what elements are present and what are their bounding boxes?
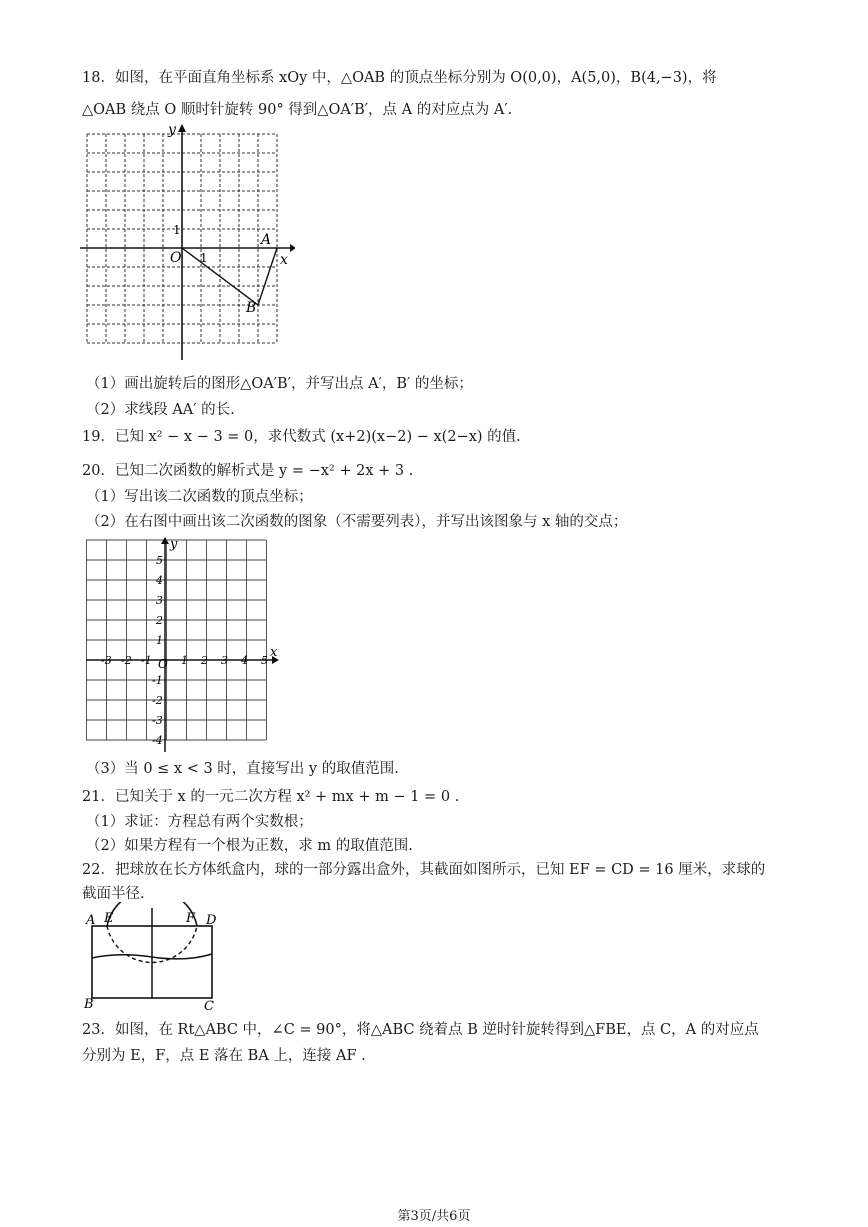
- q22-label-c: C: [204, 999, 214, 1014]
- q18-origin-label: O: [170, 250, 182, 266]
- q20-x-tick-labels: [101, 654, 268, 667]
- q20-x-tick-label: 4: [241, 654, 248, 667]
- q20-x-tick-label: -3: [101, 654, 112, 667]
- q22-line1: 22．把球放在长方体纸盒内，球的一部分露出盒外，其截面如图所示，已知 EF = CD = 16 厘米，求球的: [82, 862, 766, 878]
- q20-y-label: y: [170, 537, 178, 552]
- q20-y-tick-label: 2: [156, 614, 163, 627]
- q20-x-tick-label: 2: [201, 654, 208, 667]
- q22-box-sphere-diagram: [78, 902, 228, 1014]
- q18-line1: 18．如图，在平面直角坐标系 xOy 中，△OAB 的顶点坐标分别为 O(0,0)，A(5,0)，B(4,−3)，将: [82, 70, 717, 86]
- q22-figure: [78, 902, 228, 1014]
- q20-y-tick-label: -3: [152, 714, 163, 727]
- q22-label-e: E: [104, 911, 114, 926]
- q18-unit-x-label: 1: [200, 251, 208, 265]
- q18-unit-y-label: 1: [173, 223, 181, 237]
- q20-origin-label: O: [158, 657, 168, 671]
- q18-x-label: x: [280, 252, 288, 268]
- q20-coordinate-grid: [86, 536, 282, 756]
- q20-y-tick-label: 3: [156, 594, 163, 607]
- q18-triangle-oab: [182, 248, 277, 305]
- q20-x-tick-label: 5: [261, 654, 268, 667]
- q21-text: 21．已知关于 x 的一元二次方程 x² + mx + m − 1 = 0 .: [82, 789, 460, 805]
- q20-x-label: x: [270, 645, 278, 660]
- q20-figure: [86, 536, 282, 756]
- q20-y-tick-label: 1: [156, 634, 163, 647]
- q22-label-b: B: [84, 997, 94, 1012]
- q20-part1: （1）写出该二次函数的顶点坐标；: [86, 489, 313, 505]
- q20-y-tick-labels: [152, 554, 163, 747]
- q18-part2: （2）求线段 AA′ 的长.: [86, 402, 235, 418]
- q20-x-tick-label: -2: [121, 654, 132, 667]
- q18-point-b-label: B: [246, 300, 257, 316]
- q20-x-tick-label: 1: [181, 654, 188, 667]
- q23-line2: 分别为 E，F，点 E 落在 BA 上，连接 AF .: [82, 1048, 366, 1064]
- q18-coordinate-grid: [80, 120, 295, 360]
- q21-part1: （1）求证：方程总有两个实数根；: [86, 814, 313, 830]
- q18-line2: △OAB 绕点 O 顺时针旋转 90° 得到△OA′B′，点 A 的对应点为 A′.: [82, 102, 513, 118]
- q18-y-label: y: [168, 122, 176, 138]
- q20-part2: （2）在右图中画出该二次函数的图象（不需要列表），并写出该图象与 x 轴的交点；: [86, 514, 628, 530]
- q22-label-a: A: [86, 913, 96, 928]
- q22-label-d: D: [206, 913, 217, 928]
- q20-part3: （3）当 0 ≤ x < 3 时，直接写出 y 的取值范围.: [86, 761, 399, 777]
- q23-line1: 23．如图，在 Rt△ABC 中，∠C = 90°，将△ABC 绕着点 B 逆时针旋转得到△FBE，点 C，A 的对应点: [82, 1022, 759, 1038]
- q19-text: 19．已知 x² − x − 3 = 0，求代数式 (x+2)(x−2) − x(2−x) 的值.: [82, 429, 521, 445]
- q18-part1: （1）画出旋转后的图形△OA′B′，并写出点 A′，B′ 的坐标；: [86, 376, 473, 392]
- q20-y-tick-label: -1: [152, 674, 163, 687]
- q20-y-tick-label: -2: [152, 694, 163, 707]
- q18-figure: [80, 120, 295, 360]
- q20-text: 20．已知二次函数的解析式是 y = −x² + 2x + 3 .: [82, 463, 414, 479]
- q18-y-arrow-icon: [178, 124, 186, 132]
- q22-line2: 截面半径.: [82, 886, 145, 902]
- q20-y-tick-label: -4: [152, 734, 163, 747]
- q20-y-arrow-icon: [161, 537, 169, 544]
- q21-part2: （2）如果方程有一个根为正数，求 m 的取值范围.: [86, 838, 413, 854]
- q20-x-tick-label: -1: [141, 654, 152, 667]
- page-footer: 第3页/共6页: [397, 1209, 471, 1224]
- q22-label-f: F: [186, 911, 196, 926]
- q20-y-tick-label: 5: [156, 554, 163, 567]
- q20-x-tick-label: 3: [221, 654, 228, 667]
- q18-x-arrow-icon: [290, 244, 295, 252]
- q18-point-a-label: A: [261, 232, 272, 248]
- q20-y-tick-label: 4: [156, 574, 163, 587]
